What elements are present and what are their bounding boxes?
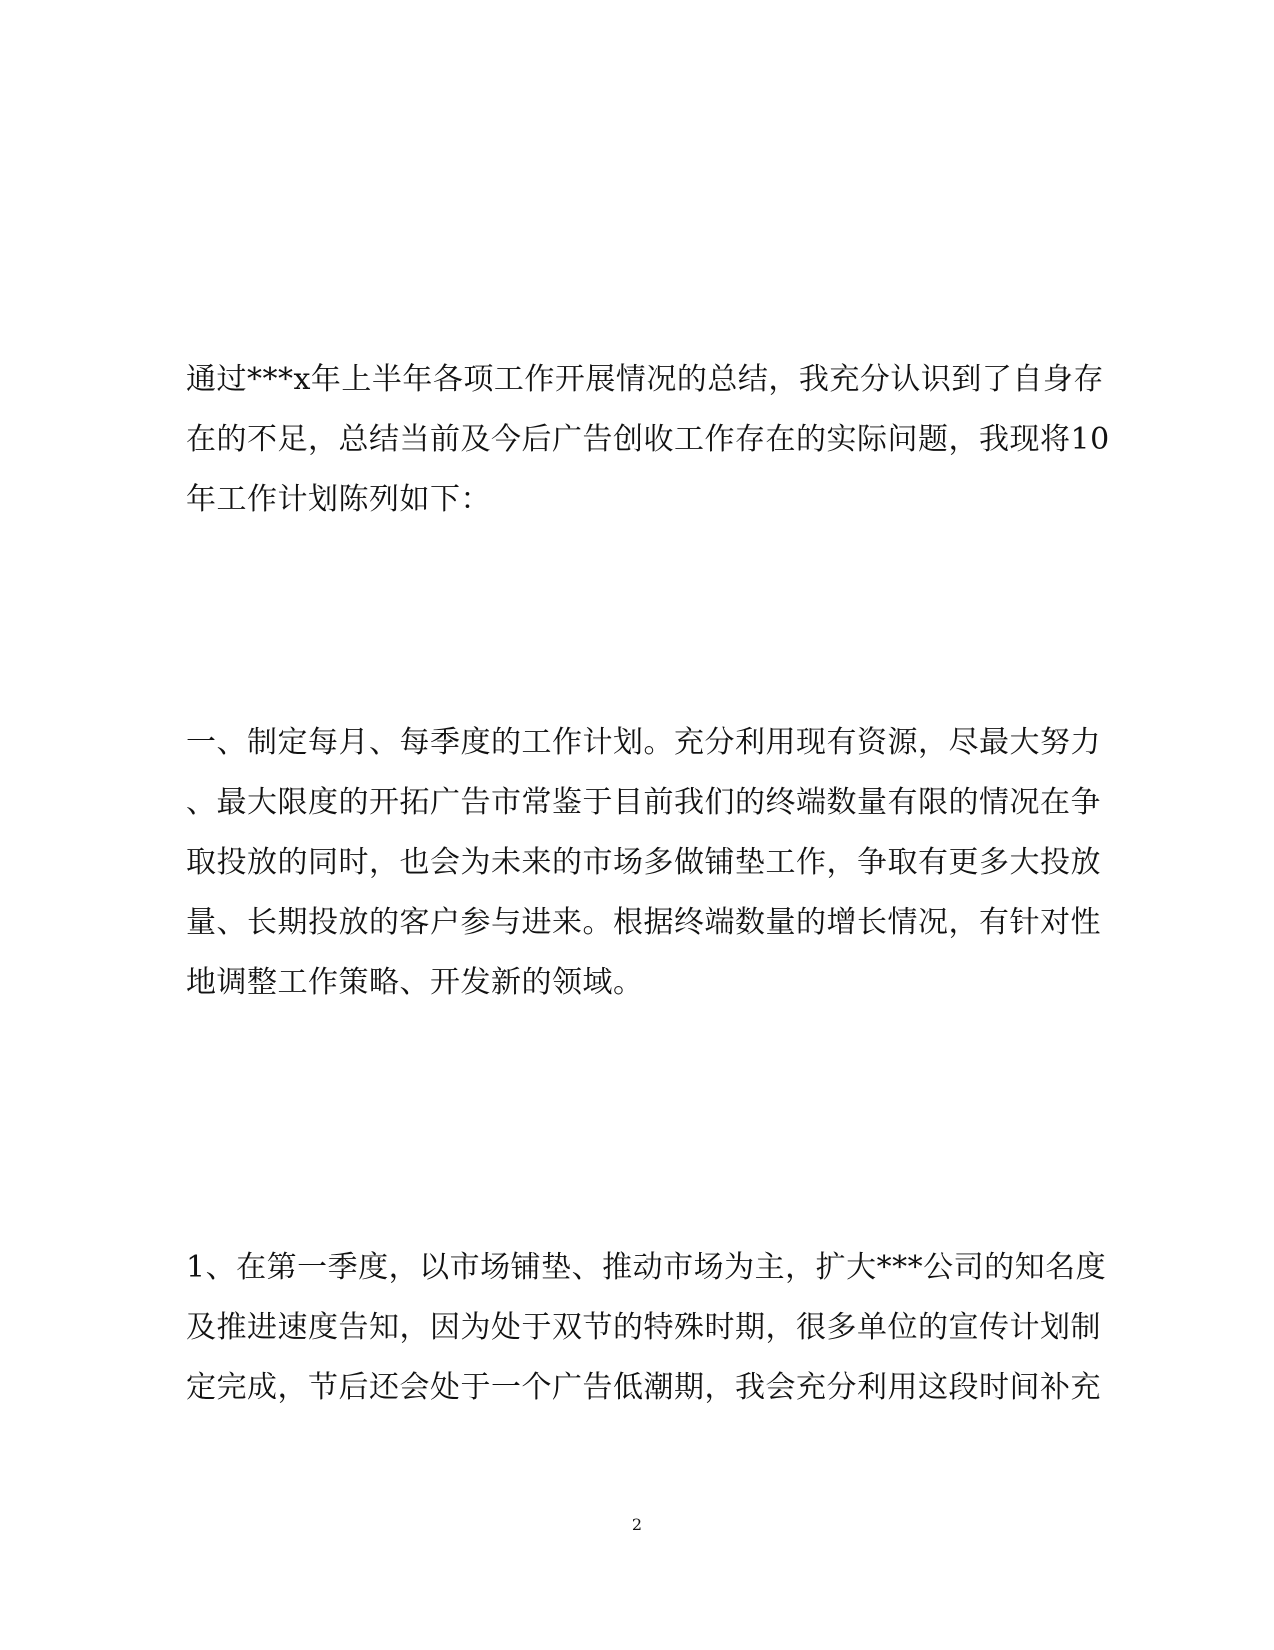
paragraph-first-quarter bbox=[186, 1238, 1107, 1418]
paragraph-monthly-plan bbox=[186, 713, 1101, 1013]
text-line: 一、制定每月、每季度的工作计划。充分利用现有资源，尽最大努力 bbox=[186, 725, 1101, 760]
text-line: 取投放的同时，也会为未来的市场多做铺垫工作，争取有更多大投放 bbox=[186, 845, 1101, 880]
text-line: 、最大限度的开拓广告市常鉴于目前我们的终端数量有限的情况在争 bbox=[186, 785, 1101, 820]
text-line: 年工作计划陈列如下： bbox=[186, 482, 491, 517]
text-line: 定完成，节后还会处于一个广告低潮期，我会充分利用这段时间补充 bbox=[186, 1370, 1101, 1405]
text-line: 在的不足，总结当前及今后广告创收工作存在的实际问题，我现将10 bbox=[186, 422, 1110, 457]
text-line: 通过***x年上半年各项工作开展情况的总结，我充分认识到了自身存 bbox=[186, 362, 1104, 397]
text-line: 1、在第一季度，以市场铺垫、推动市场为主，扩大***公司的知名度 bbox=[186, 1250, 1107, 1285]
page-number: 2 bbox=[631, 1515, 643, 1534]
text-line: 及推进速度告知，因为处于双节的特殊时期，很多单位的宣传计划制 bbox=[186, 1310, 1101, 1345]
paragraph-summary-intro bbox=[186, 350, 1110, 530]
text-line: 量、长期投放的客户参与进来。根据终端数量的增长情况，有针对性 bbox=[186, 905, 1101, 940]
text-line: 地调整工作策略、开发新的领域。 bbox=[186, 965, 644, 1000]
